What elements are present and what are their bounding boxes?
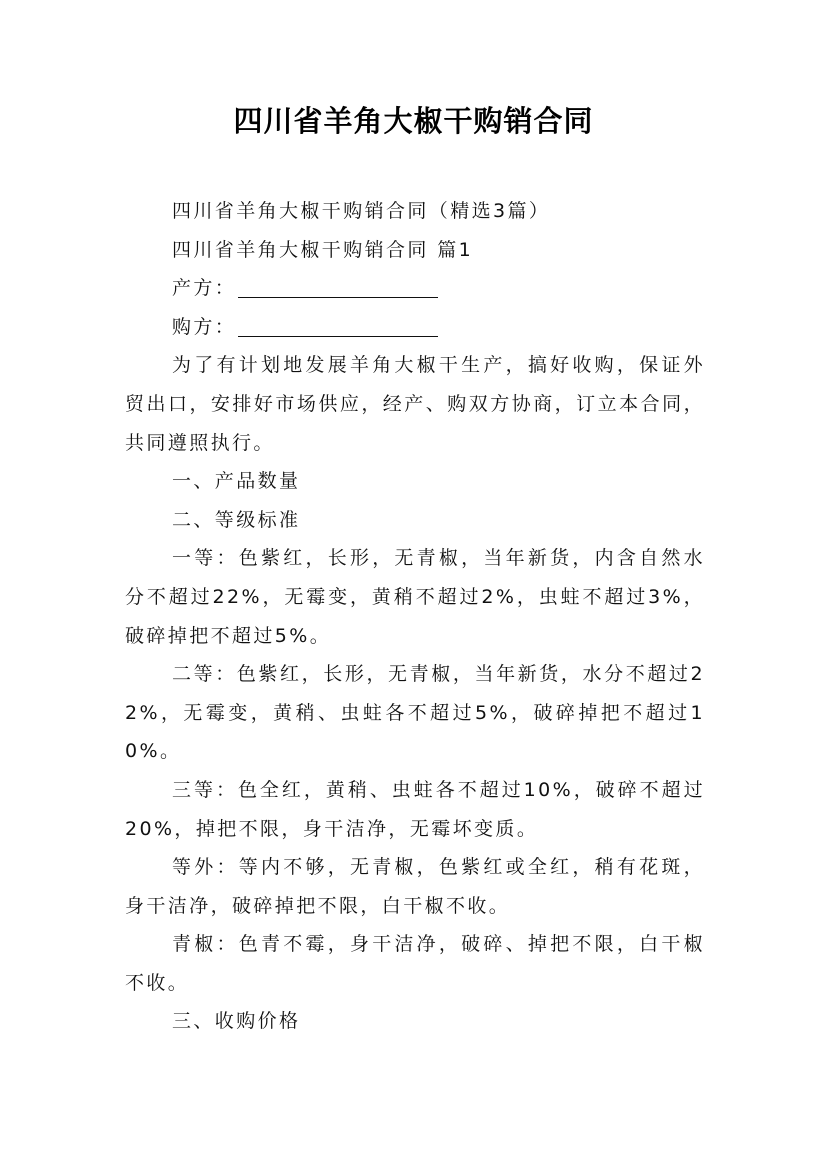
buyer-label: 购方： [172,315,237,338]
collection-heading: 四川省羊角大椒干购销合同（精选3篇） [172,200,551,222]
section-heading-price: 三、收购价格 [172,1010,301,1033]
grade-three-paragraph: 三等：色全红，黄稍、虫蛀各不超过10%，破碎不超过20%，掉把不限，身干洁净，无霉坏变质。 [125,778,705,840]
document-body [125,192,705,1041]
buyer-line [125,308,705,347]
seller-label: 产方： [172,277,237,300]
green-pepper-paragraph: 青椒：色青不霉，身干洁净，破碎、掉把不限，白干椒不收。 [125,933,705,994]
seller-line [125,269,705,308]
buyer-blank-line [238,314,438,337]
document-title: 四川省羊角大椒干购销合同 [233,104,594,138]
part-title: 四川省羊角大椒干购销合同 篇1 [172,238,474,261]
seller-blank-line [238,275,438,298]
intro-paragraph: 为了有计划地发展羊角大椒干生产，搞好收购，保证外贸出口，安排好市场供应，经产、购双方协商，订立本合同，共同遵照执行。 [125,354,705,454]
section-heading-grade: 二、等级标准 [172,508,301,531]
section-heading-quantity: 一、产品数量 [172,470,301,493]
grade-two-paragraph: 二等：色紫红，长形，无青椒，当年新货，水分不超过22%，无霉变，黄稍、虫蛀各不超过5%，破碎掉把不超过10%。 [125,663,705,763]
grade-extra-paragraph: 等外：等内不够，无青椒，色紫红或全红，稍有花斑，身干洁净，破碎掉把不限，白干椒不收。 [125,856,705,917]
grade-one-paragraph: 一等：色紫红，长形，无青椒，当年新货，内含自然水分不超过22%，无霉变，黄稍不超过2%，虫蛀不超过3%，破碎掉把不超过5%。 [125,547,705,647]
